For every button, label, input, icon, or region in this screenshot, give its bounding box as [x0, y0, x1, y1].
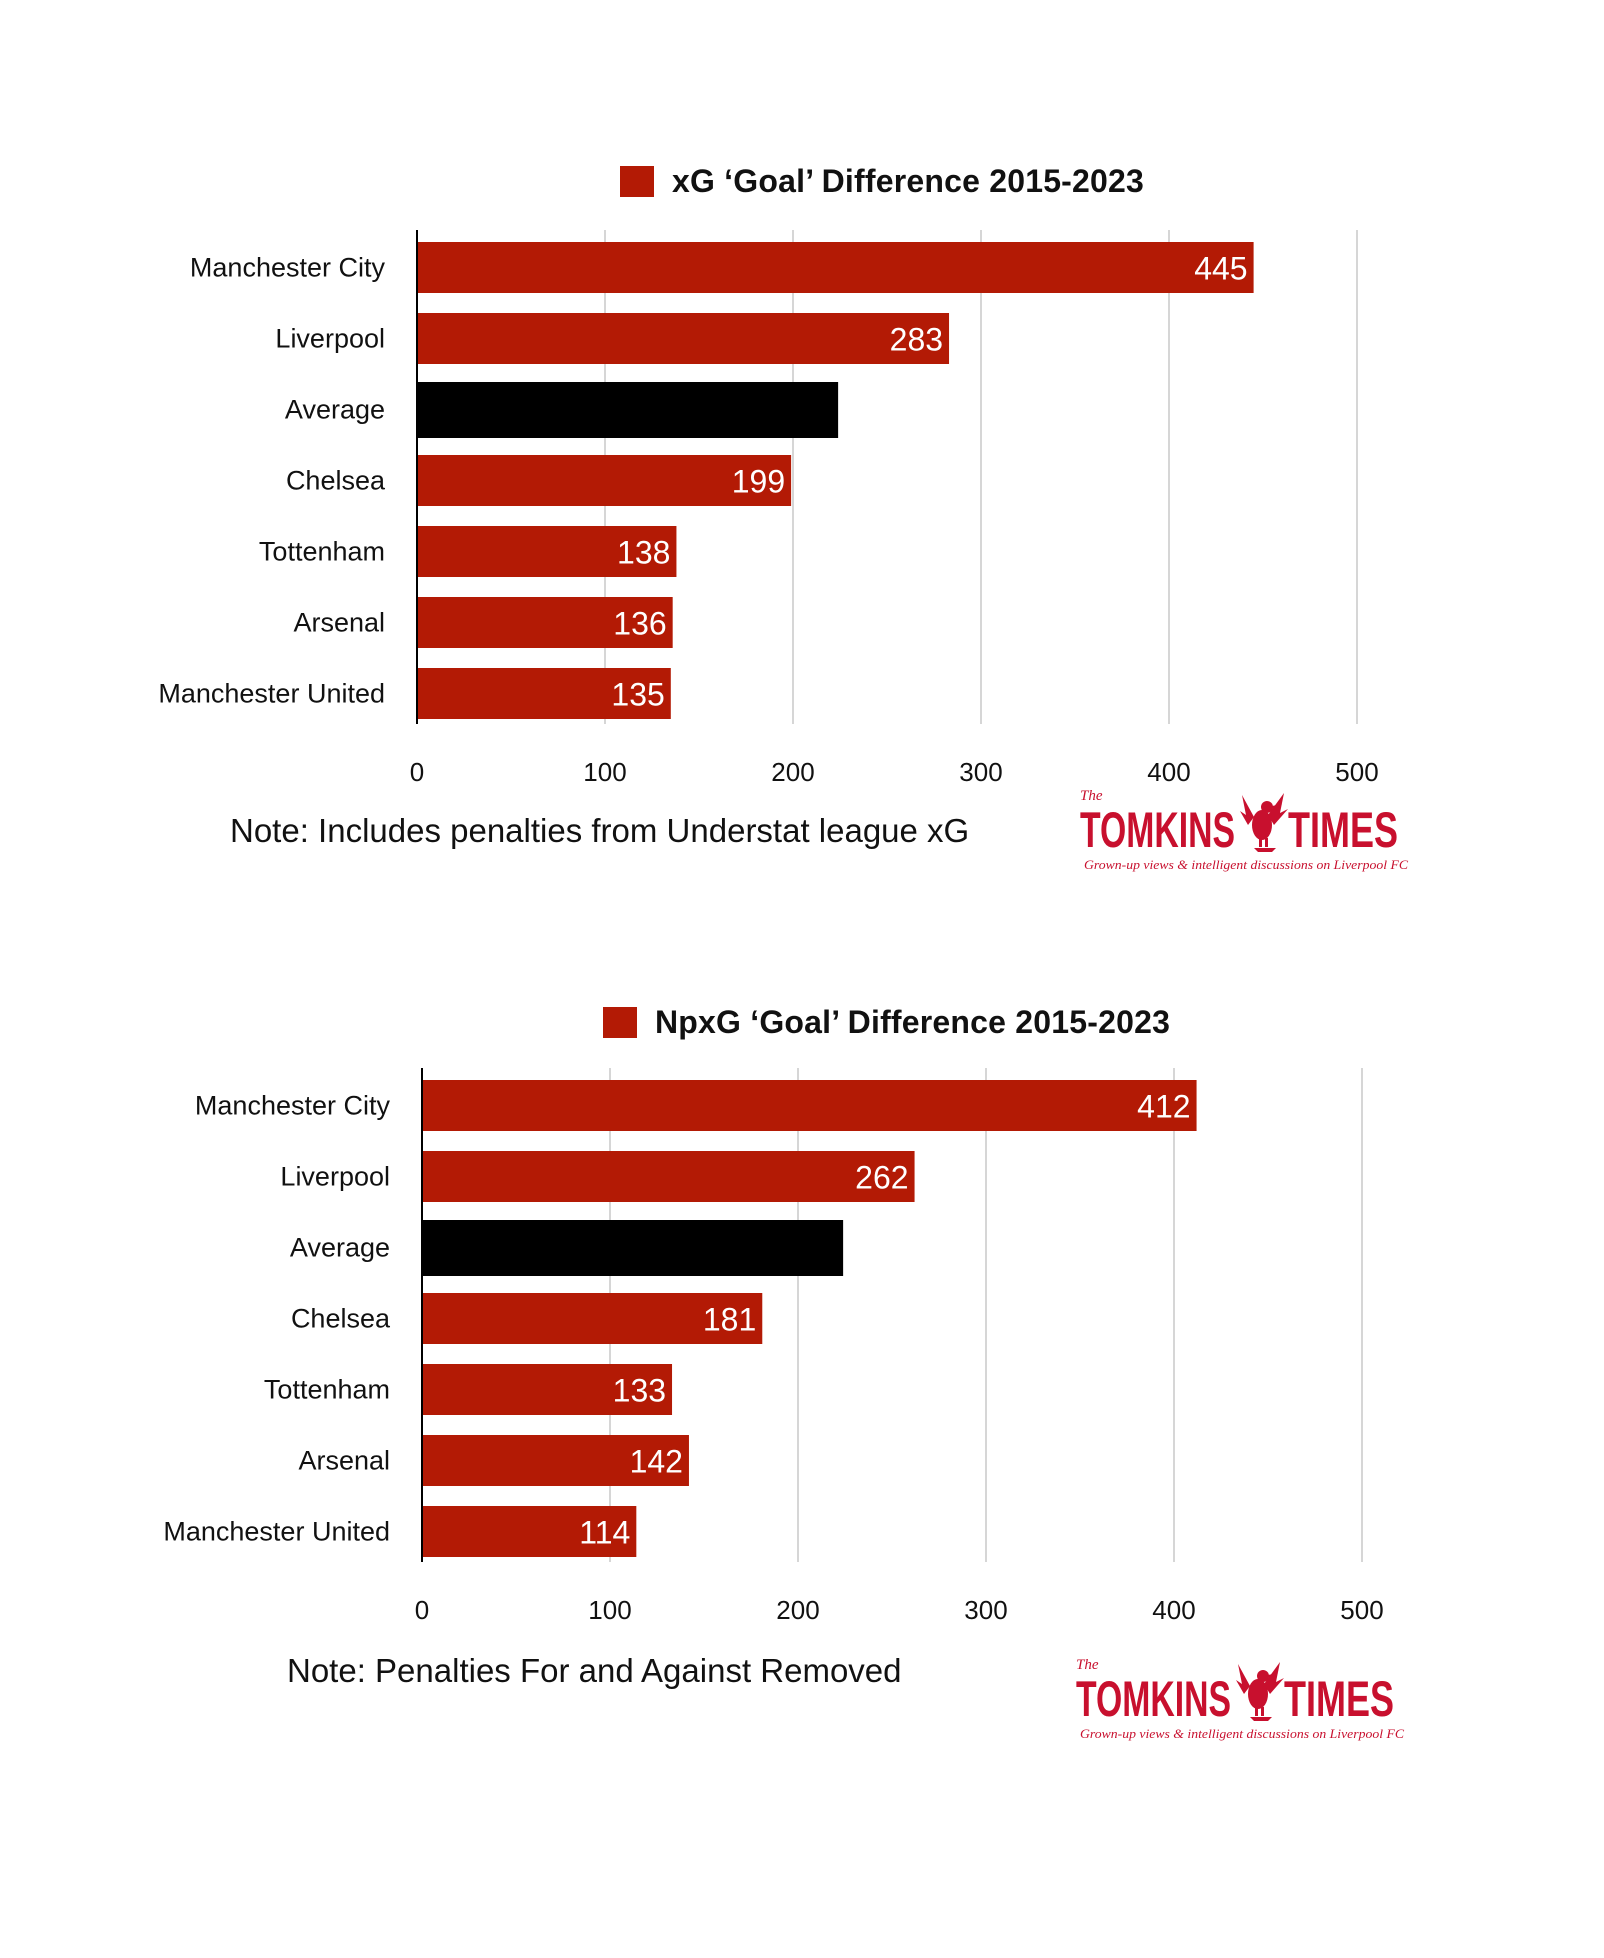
bar-average	[422, 1220, 843, 1276]
x-tick-label: 100	[588, 1595, 632, 1625]
logo-word-left: TOMKINS	[1076, 1671, 1231, 1727]
logo-the: The	[1080, 788, 1103, 804]
data-label: 133	[612, 1372, 667, 1409]
data-label: 412	[1137, 1088, 1191, 1125]
x-tick-label: 300	[959, 757, 1003, 787]
data-label: 283	[889, 321, 944, 358]
data-label: 262	[855, 1159, 909, 1196]
logo-word-right: TIMES	[1284, 1671, 1394, 1727]
logo-word-right: TIMES	[1288, 802, 1398, 858]
x-tick-label: 0	[409, 757, 425, 787]
legend-label: xG ‘Goal’ Difference 2015-2023	[672, 163, 1145, 199]
category-label: Arsenal	[298, 1445, 390, 1476]
logo-graphic	[1076, 1654, 1416, 1750]
x-tick-label: 300	[964, 1595, 1008, 1625]
category-label: Liverpool	[275, 323, 385, 354]
x-tick-label: 400	[1147, 757, 1191, 787]
x-tick-label: 500	[1335, 757, 1379, 787]
category-label: Average	[289, 1232, 390, 1263]
bar	[422, 1080, 1197, 1131]
data-label: 135	[611, 676, 665, 713]
tomkins-times-logo	[1076, 1654, 1416, 1750]
x-tick-label: 500	[1340, 1595, 1384, 1625]
x-tick-label: 200	[771, 757, 815, 787]
category-label: Manchester United	[158, 678, 385, 709]
data-label: 114	[579, 1514, 631, 1551]
liverbird-icon	[1236, 1662, 1284, 1721]
logo-tagline: Grown-up views & intelligent discussions on Liverpool FC	[1084, 857, 1409, 872]
category-label: Manchester City	[194, 1090, 390, 1121]
category-label: Chelsea	[290, 1303, 390, 1334]
legend-label: NpxG ‘Goal’ Difference 2015-2023	[655, 1004, 1171, 1040]
category-label: Arsenal	[293, 607, 385, 638]
data-label: 445	[1194, 250, 1248, 287]
x-tick-label: 400	[1152, 1595, 1196, 1625]
bar	[422, 1151, 915, 1202]
category-label: Tottenham	[258, 536, 385, 567]
category-label: Chelsea	[285, 465, 385, 496]
chart-note: Note: Penalties For and Against Removed	[287, 1652, 902, 1689]
chart-note: Note: Includes penalties from Understat league xG	[230, 812, 970, 849]
data-label: 142	[629, 1443, 683, 1480]
category-label: Average	[284, 394, 385, 425]
x-tick-label: 200	[776, 1595, 820, 1625]
logo-word-left: TOMKINS	[1080, 802, 1235, 858]
category-label: Manchester United	[163, 1516, 390, 1547]
category-label: Tottenham	[263, 1374, 390, 1405]
x-tick-label: 0	[414, 1595, 430, 1625]
x-tick-label: 100	[583, 757, 627, 787]
logo-tagline: Grown-up views & intelligent discussions on Liverpool FC	[1080, 1726, 1405, 1741]
logo-the: The	[1076, 1657, 1099, 1673]
data-label: 138	[617, 534, 671, 571]
data-label: 199	[731, 463, 786, 500]
category-label: Liverpool	[280, 1161, 390, 1192]
data-label: 181	[702, 1301, 757, 1338]
data-label: 136	[613, 605, 667, 642]
category-label: Manchester City	[189, 252, 385, 283]
